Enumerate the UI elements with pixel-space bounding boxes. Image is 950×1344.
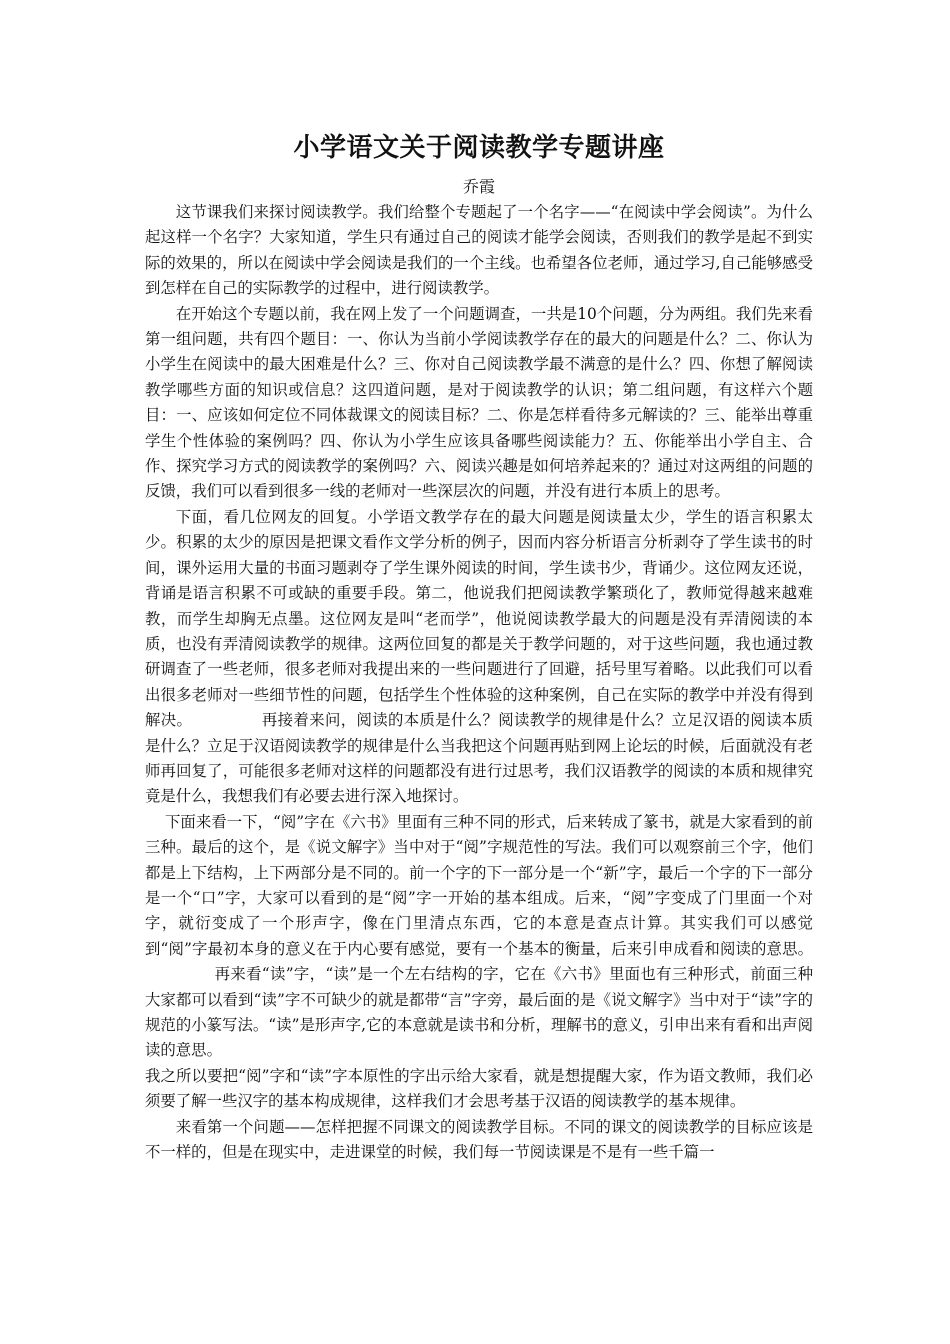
paragraph-4-part-a: 下面来看一下，“阅”字在《六书》里面有三种不同的形式，后来转成了篆书，就是大家看到的前三种。最后的这个，是《说文解字》当中对于“阅”字规范性的写法。我们可以观察前三个字，他们都是上下结构，上下两部分是不同的。前一个字的下一部分是一个“新”字，最后一个字的下一部分是一个“口”字，大家可以看到的是“阅”字一开始的基本组成。后来，“阅”字变成了门里面一个对字，就衍变成了一个形声字，像在门里清点东西，它的本意是查点计算。其实我们可以感觉到“阅”字最初本身的意义在于内心要有感觉，要有一个基本的衡量，后来引申成看和阅读的意思。 [145,812,813,958]
paragraph-4-part-b: 再来看“读”字，“读”是一个左右结构的字，它在《六书》里面也有三种形式，前面三种大家都可以看到“读”字不可缺少的就是都带“言”字旁，最后面的是《说文解字》当中对于“读”字的规范的小篆写法。“读”是形声字,它的本意就是读书和分析，理解书的意义，引申出来有看和出声阅读的意思。 [145,965,813,1060]
document-page [145,128,813,1165]
document-title: 小学语文关于阅读教学专题讲座 [293,133,665,163]
paragraph-4 [145,810,813,1064]
paragraph-3-part-b: 再接着来问，阅读的本质是什么？阅读教学的规律是什么？立足汉语的阅读本质是什么？立足于汉语阅读教学的规律是什么当我把这个问题再贴到网上论坛的时候，后面就没有老师再回复了，可能很多老师对这样的问题都没有进行过思考，我们汉语教学的阅读的本质和规律究竟是什么，我想我们有必要去进行深入地探讨。 [145,711,813,806]
paragraph-3-part-a: 下面，看几位网友的回复。小学语文教学存在的最大问题是阅读量太少，学生的语言积累太少。积累的太少的原因是把课文看作文学分析的例子，因而内容分析语言分析剥夺了学生读书的时间，课外运用大量的书面习题剥夺了学生课外阅读的时间，学生读书少，背诵少。这位网友还说，背诵是语言积累不可或缺的重要手段。第二，他说我们把阅读教学繁琐化了，教师觉得越来越难教，而学生却胸无点墨。这位网友是叫“老而学”，他说阅读教学最大的问题是没有弄清阅读的本质，也没有弄清阅读教学的规律。这两位回复的都是关于教学问题的，对于这些问题，我也通过教研调查了一些老师，很多老师对我提出来的一些问题进行了回避，括号里写着略。以此我们可以看出很多老师对一些细节性的问题，包括学生个性体验的这种案例，自己在实际的教学中并没有得到解决。 [145,507,813,730]
paragraph-6: 来看第一个问题——怎样把握不同课文的阅读教学目标。不同的课文的阅读教学的目标应该是不一样的，但是在现实中，走进课堂的时候，我们每一节阅读课是不是有一些千篇一 [145,1117,813,1162]
paragraph-5: 我之所以要把“阅”字和“读”字本原性的字出示给大家看，就是想提醒大家，作为语文教师，我们必须要了解一些汉字的基本构成规律，这样我们才会思考基于汉语的阅读教学的基本规律。 [145,1066,813,1111]
paragraph-3 [145,505,813,810]
document-author: 乔霞 [462,177,495,196]
paragraph-2: 在开始这个专题以前，我在网上发了一个问题调查，一共是10个问题，分为两组。我们先来看第一组问题，共有四个题目：一、你认为当前小学阅读教学存在的最大的问题是什么？二、你认为小学生在阅读中的最大困难是什么？三、你对自己阅读教学最不满意的是什么？四、你想了解阅读教学哪些方面的知识或信息？这四道问题，是对于阅读教学的认识；第二组问题，有这样六个题目：一、应该如何定位不同体裁课文的阅读目标？二、你是怎样看待多元解读的？三、能举出尊重学生个性体验的案例吗？四、你认为小学生应该具备哪些阅读能力？五、你能举出小学自主、合作、探究学习方式的阅读教学的案例吗？六、阅读兴趣是如何培养起来的？通过对这两组的问题的反馈，我们可以看到很多一线的老师对一些深层次的问题，并没有进行本质上的思考。 [145,304,813,501]
paragraph-1: 这节课我们来探讨阅读教学。我们给整个专题起了一个名字——“在阅读中学会阅读”。为什么起这样一个名字？大家知道，学生只有通过自己的阅读才能学会阅读，否则我们的教学是起不到实际的效果的，所以在阅读中学会阅读是我们的一个主线。也希望各位老师，通过学习,自己能够感受到怎样在自己的实际教学的过程中，进行阅读教学。 [145,203,813,298]
